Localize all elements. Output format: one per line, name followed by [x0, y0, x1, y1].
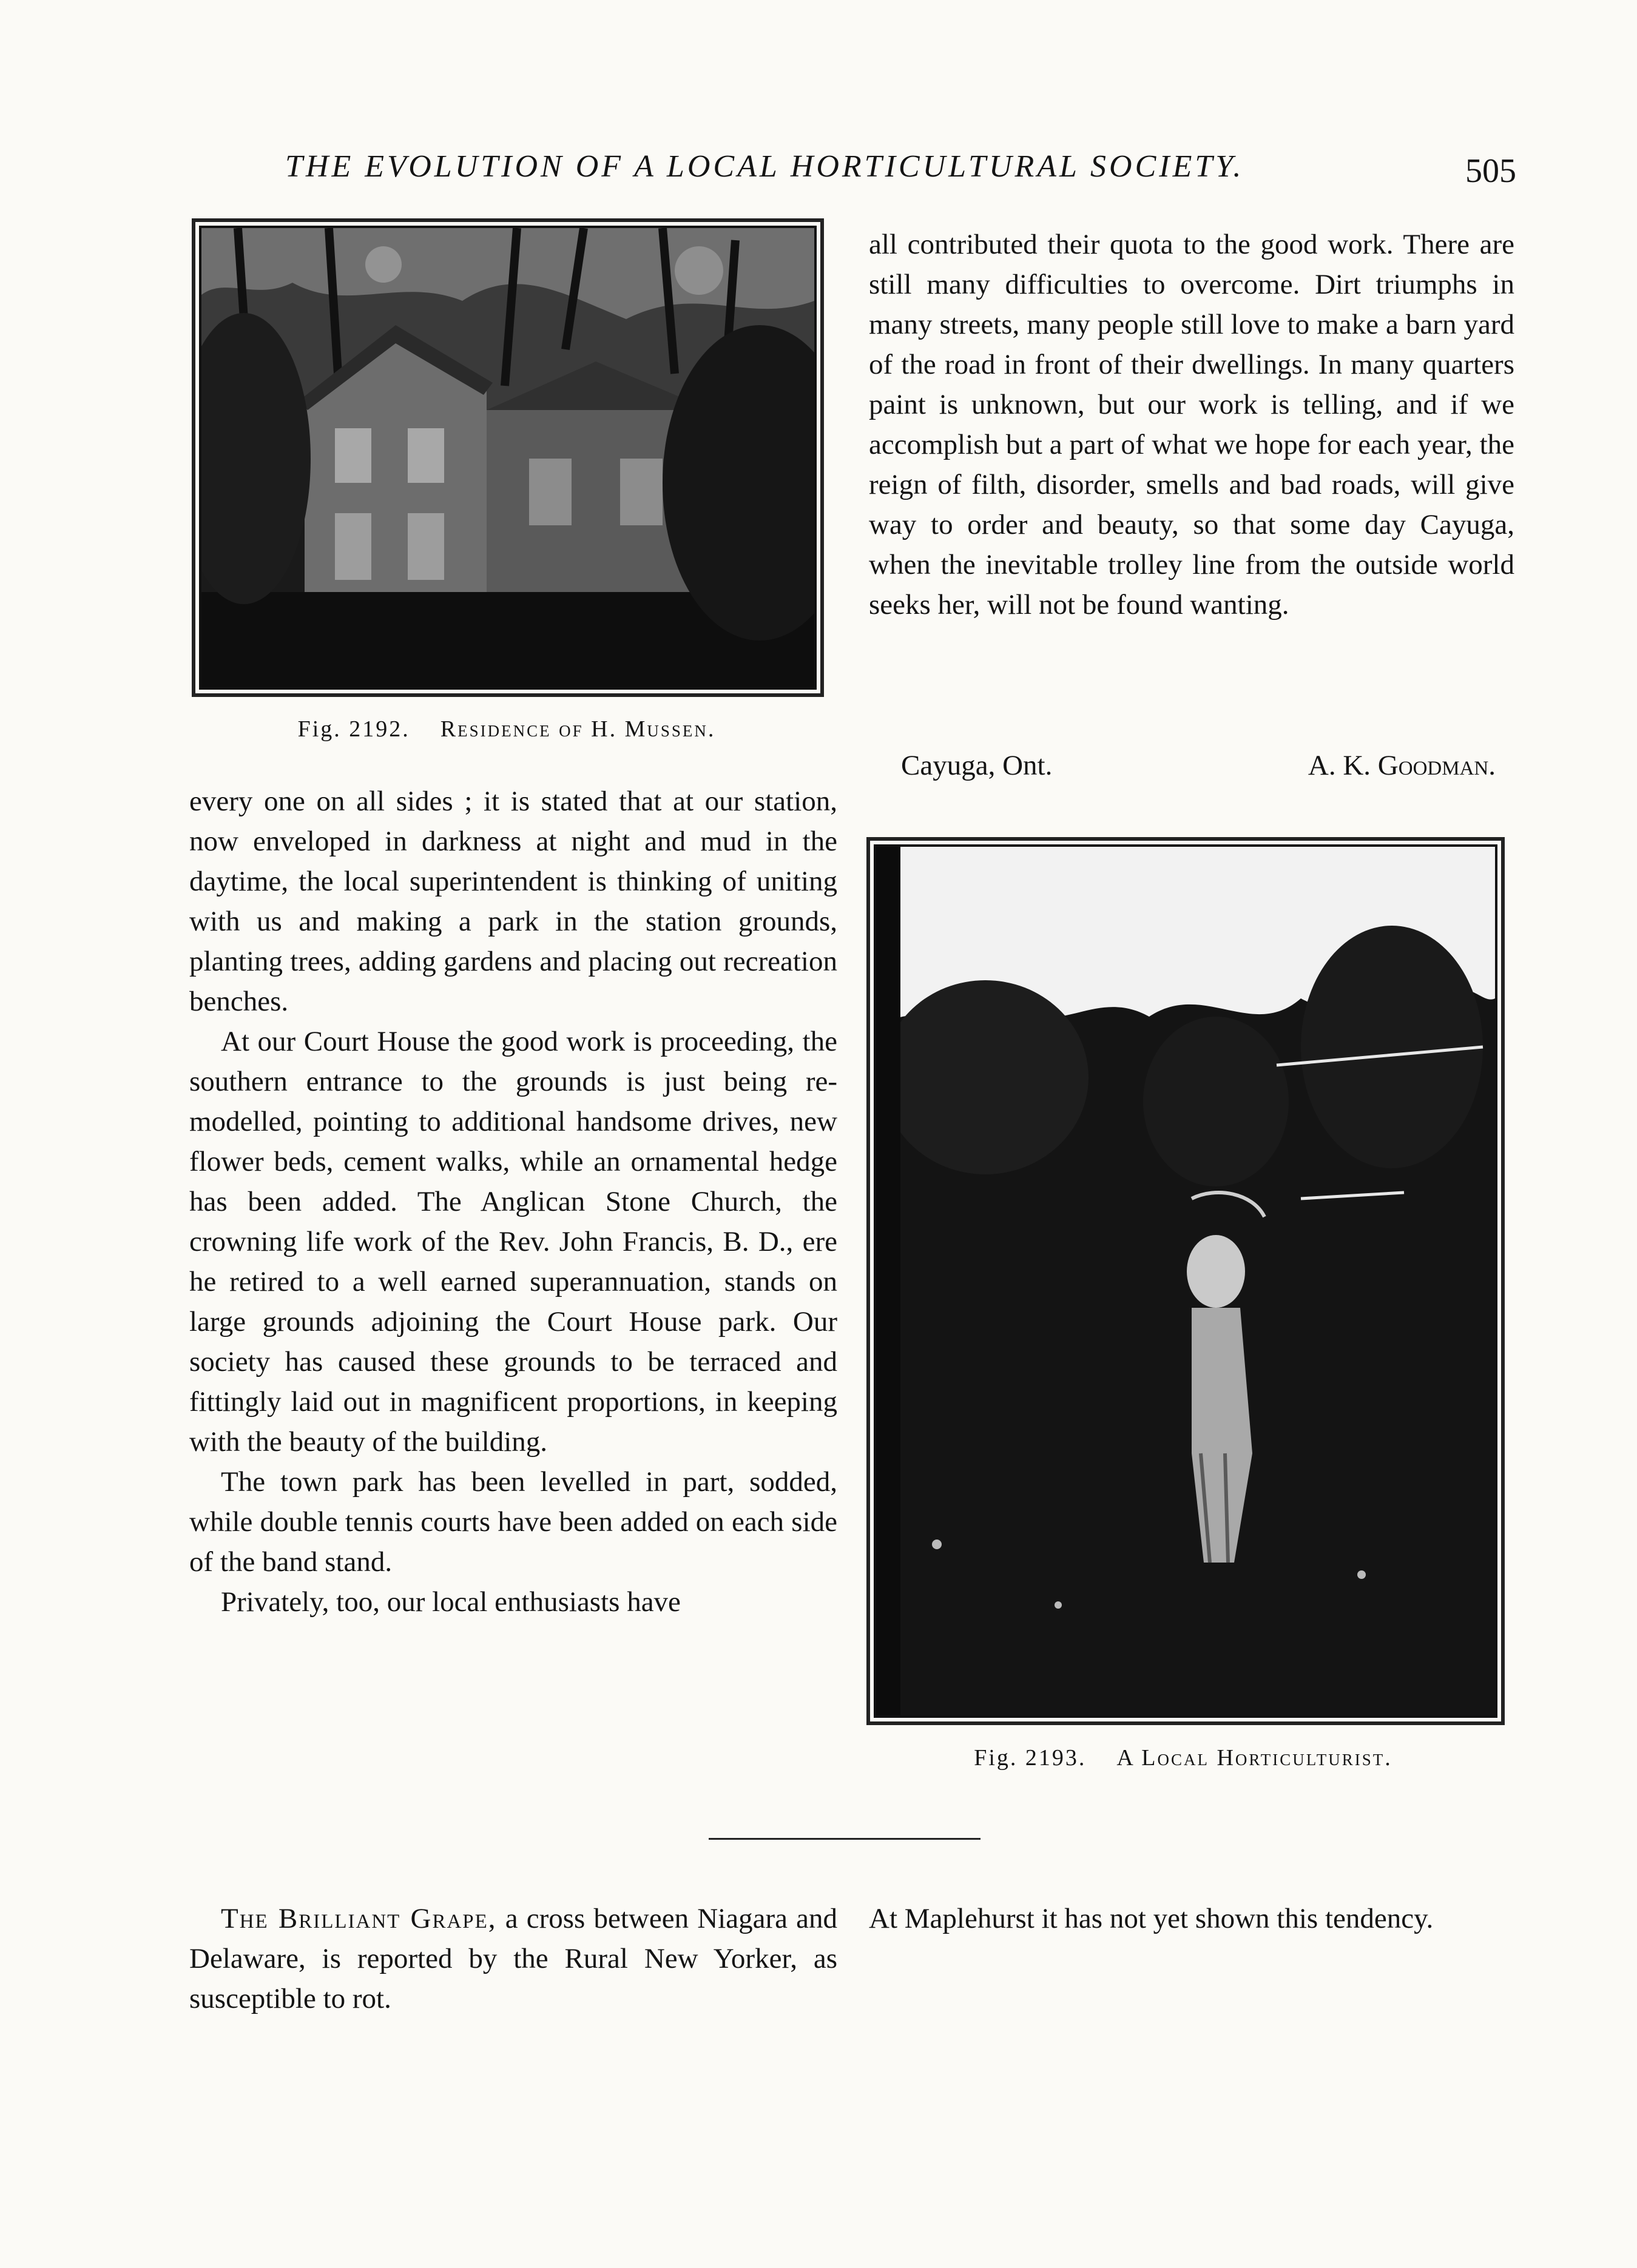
- signature-place: Cayuga, Ont.: [901, 750, 1053, 781]
- signature-author: A. K. Goodman.: [1308, 750, 1496, 781]
- left-column-text: [189, 781, 837, 1622]
- footnote-lead: The Brilliant Grape,: [221, 1903, 497, 1934]
- footnote-left-body: a cross between Niagara and Delaware, is reported by the Rural New Yorker, as susceptible to rot.: [189, 1903, 837, 2014]
- paragraph: The town park has been levelled in part, sodded, while double tennis courts have been added on each side of the band stand.: [189, 1466, 837, 1578]
- figure-residence-photo: [199, 226, 817, 690]
- footnote-left-text: [189, 1899, 837, 2019]
- paragraph: At our Court House the good work is proceeding, the southern entrance to the grounds is just being re-modelled, pointing to additional handsome drives, new flower beds, cement walks, while an ornamental hedge has been added. The Anglican Stone Church, the crowning life work of the Rev. John Francis, B. D., ere he retired to a well earned superannuation, stands on large grounds adjoining the Court House park. Our society has caused these grounds to be terraced and fittingly laid out in magnificent proportions, in keeping with the beauty of the building.: [189, 1026, 837, 1458]
- figure-caption-2193: [874, 1745, 1493, 1771]
- residence-photo-image: [201, 228, 814, 687]
- article-signature: [901, 749, 1496, 782]
- section-divider: [709, 1838, 981, 1840]
- paragraph: Privately, too, our local enthusiasts have: [221, 1586, 681, 1618]
- figure-horticulturist-photo: [874, 844, 1497, 1718]
- paragraph: every one on all sides ; it is stated that at our station, now enveloped in darkness at night and mud in the daytime, the local superintendent is thinking of uniting with us and making a park in the station grounds, planting trees, adding gardens and placing out recreation benches.: [189, 786, 837, 1017]
- page-number: 505: [1465, 152, 1516, 190]
- figure-number-2192: Fig. 2192.: [297, 716, 410, 742]
- right-column-text: [869, 224, 1514, 625]
- footnote-right-text: At Maplehurst it has not yet shown this tendency.: [869, 1903, 1434, 1934]
- figure-title-2193: A Local Horticulturist.: [1116, 1745, 1392, 1771]
- figure-caption-2192: [200, 716, 813, 742]
- running-title: THE EVOLUTION OF A LOCAL HORTICULTURAL SOCIETY.: [285, 149, 1244, 184]
- figure-title-2192: Residence of H. Mussen.: [440, 716, 716, 742]
- horticulturist-photo-image: [876, 847, 1495, 1715]
- figure-number-2193: Fig. 2193.: [974, 1745, 1087, 1771]
- paragraph: all contributed their quota to the good work. There are still many difficulties to overcome. Dirt triumphs in many streets, many people still love to make a barn yard of the road in front of their dwellings. In many quarters paint is unknown, but our work is telling, and if we accomplish but a part of what we hope for each year, the reign of filth, disorder, smells and bad roads, will give way to order and beauty, so that some day Cayuga, when the inevitable trolley line from the outside world seeks her, will not be found wanting.: [869, 229, 1514, 621]
